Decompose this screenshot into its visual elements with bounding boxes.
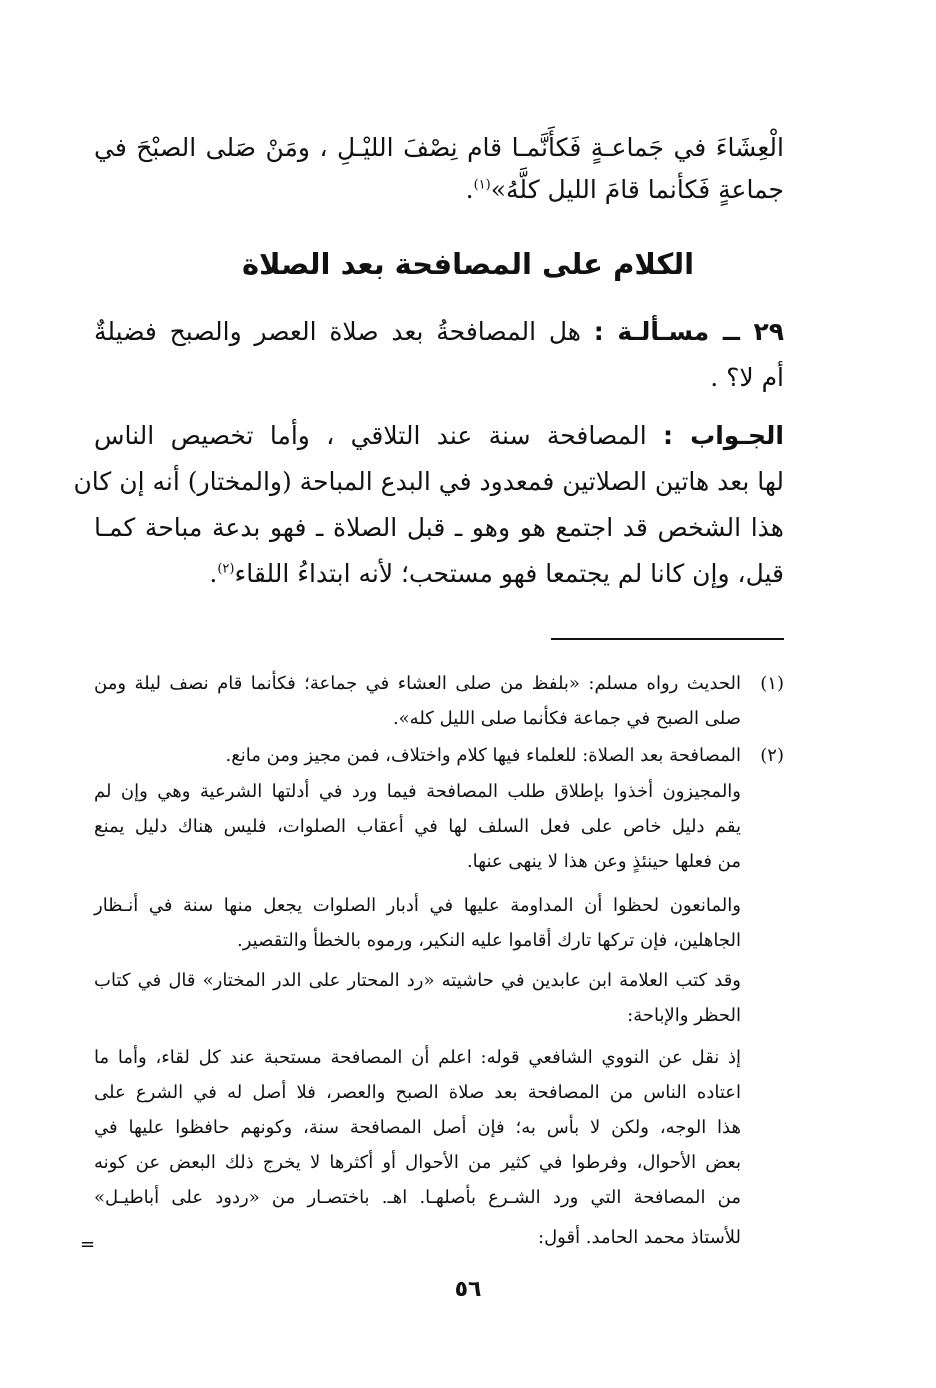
footnote-ref: (١) <box>473 177 491 193</box>
footnote-line: اعتاده الناس من المصافحة بعد صلاة الصبح والعصر، فلا أصل له في الشرع على <box>94 1082 741 1103</box>
footnote-line: صلى الصبح في جماعة فكأنما صلى الليل كله». <box>392 708 741 729</box>
footnote-line: الحديث رواه مسلم: «بلفظ من صلى العشاء في جماعة؛ فكأنما قام نصف ليلة ومن <box>94 673 741 694</box>
footnote-line: من المصافحة التي ورد الشـرع بأصلهـا. اهـ. باختصـار من «ردود على أباطيـل» <box>94 1187 741 1208</box>
footnote-divider <box>551 638 784 640</box>
footnote-line: الحظر والإباحة: <box>627 1005 741 1026</box>
footnote-line: يقم دليل خاص على فعل السلف لها في أعقاب الصلوات، فليس هناك دليل يمنع <box>94 816 741 837</box>
answer-label: الجـواب : <box>663 421 784 450</box>
footnote-line: من فعلها حينئذٍ وعن هذا لا ينهى عنها. <box>466 851 741 872</box>
answer-text: لها بعد هاتين الصلاتين فمعدود في البدع المباحة (والمختار) أنه إن كان <box>73 467 784 496</box>
punctuation: . <box>465 175 474 204</box>
punctuation: . <box>209 559 218 588</box>
page-number: ٥٦ <box>454 1277 482 1302</box>
footnote-line: والمانعون لحظوا أن المداومة عليها في أدبار الصلوات يجعل منها سنة في أنـظار <box>94 895 741 916</box>
footnote-ref: (٢) <box>217 561 235 577</box>
footnote-line: المصافحة بعد الصلاة: للعلماء فيها كلام واختلاف، فمن مجيز ومن مانع. <box>225 745 741 766</box>
footnote-line: وقد كتب العلامة ابن عابدين في حاشيته «رد المحتار على الدر المختار» قال في كتاب <box>94 970 741 991</box>
answer-line <box>94 508 784 548</box>
question-text: أم لا؟ . <box>710 363 784 392</box>
answer-line <box>73 462 784 502</box>
answer-text: هذا الشخص قد اجتمع هو وهو ـ قبل الصلاة ـ فهو بدعة مباحة كمـا <box>94 513 784 542</box>
footnote-number: (٢) <box>760 745 784 766</box>
body-line <box>94 170 784 210</box>
answer-line <box>94 554 784 594</box>
footnote-line: بعض الأحوال، وفرطوا في كثير من الأحوال أو أكثرها لا يخرج ذلك البعض عن كونه <box>94 1152 741 1173</box>
answer-text: قيل، وإن كانا لم يجتمعا فهو مستحب؛ لأنه ابتداءُ اللقاء <box>234 559 784 588</box>
question-label: ٢٩ ــ مسـألـة : <box>593 317 784 346</box>
footnote-line: هذا الوجه، ولكن لا بأس به؛ فإن أصل المصافحة سنة، وكونهم حافظوا عليها في <box>94 1117 741 1138</box>
section-heading: الكلام على المصافحة بعد الصلاة <box>241 247 695 281</box>
footnote-line: للأستاذ محمد الحامد. أقول: <box>538 1227 741 1248</box>
body-line <box>94 128 784 168</box>
footnote-line: إذ نقل عن النووي الشافعي قوله: اعلم أن المصافحة مستحبة عند كل لقاء، وأما ما <box>94 1047 741 1068</box>
question-text: هل المصافحةُ بعد صلاة العصر والصبح فضيلةٌ <box>94 317 581 346</box>
footnote-number: (١) <box>760 673 784 694</box>
body-text: جماعةٍ فَكأنما قامَ الليل كلَّهُ» <box>490 175 784 204</box>
footnote-line: والمجيزون أخذوا بإطلاق طلب المصافحة فيما ورد في أدلتها الشرعية وهي وإن لم <box>94 781 741 802</box>
body-text: الْعِشَاءَ في جَماعـةٍ فَكأَنَّمـا قام نِصْفَ الليْـلِ ، ومَنْ صَلى الصبْحَ في <box>94 133 784 162</box>
question-line <box>94 312 784 352</box>
continuation-mark: = <box>80 1234 96 1255</box>
answer-line <box>94 416 784 456</box>
answer-text: المصافحة سنة عند التلاقي ، وأما تخصيص الناس <box>94 421 647 450</box>
question-line <box>94 358 784 398</box>
footnote-line: الجاهلين، فإن تركها تارك أقاموا عليه النكير، ورموه بالخطأ والتقصير. <box>237 930 741 951</box>
